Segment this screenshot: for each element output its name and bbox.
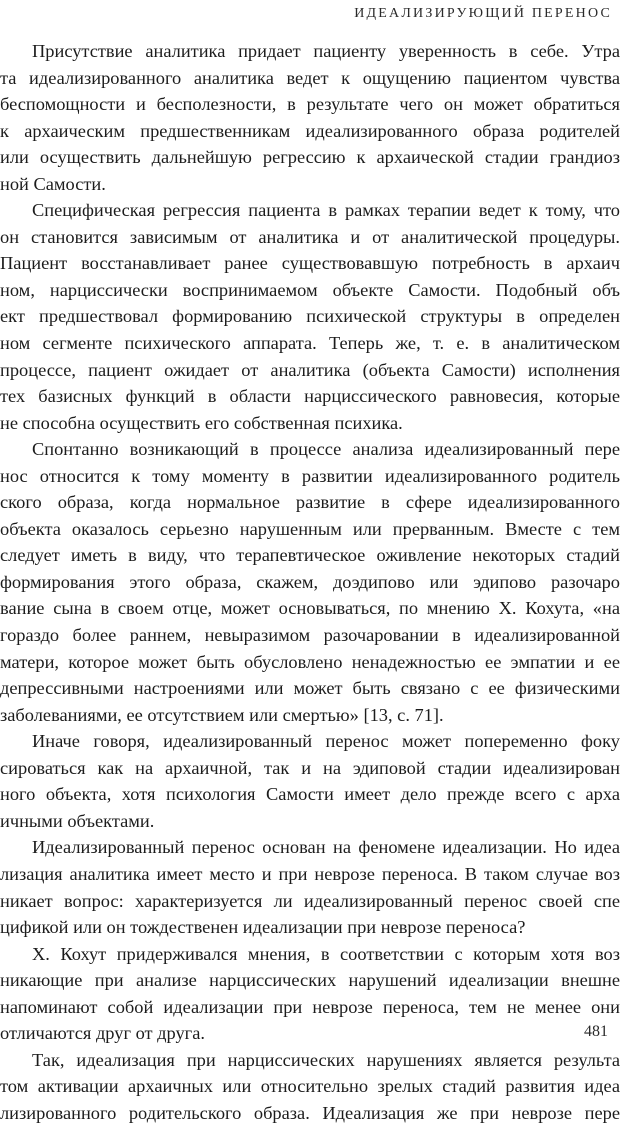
text-line: отличаются друг от друга. — [0, 1023, 205, 1044]
text-line: Идеализированный перенос основан на феномене идеализации. Но идеа — [32, 837, 620, 858]
page-number: 481 — [584, 1023, 608, 1040]
text-line: ном сегменте психического аппарата. Теперь же, т. е. в аналитическом — [0, 333, 620, 354]
text-line: сироваться как на архаичной, так и на эдиповой стадии идеализирован — [0, 757, 620, 778]
text-line: матери, которое может быть обусловлено ненадежностью ее эмпатии и ее — [0, 651, 620, 672]
text-line: ного объекта, хотя психология Самости имеет дело прежде всего с арха — [0, 784, 620, 805]
running-title: ИДЕАЛИЗИРУЮЩИЙ ПЕРЕНОС — [354, 6, 612, 21]
text-line: ичными объектами. — [0, 810, 155, 831]
text-line: процессе, пациент ожидает от аналитика (объекта Самости) исполнения — [0, 359, 620, 380]
text-line: Спонтанно возникающий в процессе анализа идеализированный пере — [32, 439, 620, 460]
text-line: Так, идеализация при нарциссических нарушениях является результа — [32, 1049, 620, 1070]
text-line: ского образа, когда нормальное развитие в сфере идеализированного — [0, 492, 620, 513]
text-line: ном, нарциссически воспринимаемом объекте Самости. Подобный объ — [0, 279, 620, 300]
text-line: напоминают собой идеализации при неврозе переноса, тем не менее они — [0, 996, 620, 1017]
text-line: следует иметь в виду, что терапевтическое оживление некоторых стадий — [0, 545, 620, 566]
text-line: Х. Кохут придерживался мнения, в соответствии с которым хотя воз — [32, 943, 620, 964]
text-line: он становится зависимым от аналитика и от аналитической процедуры. — [0, 226, 620, 247]
text-line: лизированного родительского образа. Идеализация же при неврозе пере — [0, 1102, 620, 1123]
body-text — [0, 38, 620, 1126]
text-line: лизация аналитика имеет место и при неврозе переноса. В таком случае воз — [0, 863, 620, 884]
text-line: гораздо более раннем, невыразимом разочаровании в идеализированной — [0, 625, 620, 646]
text-line: формирования этого образа, скажем, доэдипово или эдипово разочаро — [0, 571, 620, 592]
text-line: Специфическая регрессия пациента в рамках терапии ведет к тому, что — [32, 200, 620, 221]
text-line: тех базисных функций в области нарциссического равновесия, которые — [0, 386, 620, 407]
text-line: объекта оказалось серьезно нарушенным или прерванным. Вместе с тем — [0, 518, 620, 539]
text-line: депрессивными настроениями или может быть связано с ее физическими — [0, 678, 620, 699]
text-line: Пациент восстанавливает ранее существовавшую потребность в архаич — [0, 253, 620, 274]
text-line: вание сына в своем отце, может основываться, по мнению Х. Кохута, «на — [0, 598, 620, 619]
text-line: к архаическим предшественникам идеализированного образа родителей — [0, 120, 620, 141]
text-line: Иначе говоря, идеализированный перенос может попеременно фоку — [32, 731, 620, 752]
text-line: ект предшествовал формированию психической структуры в определен — [0, 306, 620, 327]
text-line: или осуществить дальнейшую регрессию к архаической стадии грандиоз — [0, 147, 620, 168]
text-line: заболеваниями, ее отсутствием или смертью» [13, с. 71]. — [0, 704, 444, 725]
text-line: нос относится к тому моменту в развитии идеализированного родитель — [0, 465, 620, 486]
text-line: та идеализированного аналитика ведет к ощущению пациентом чувства — [0, 67, 620, 88]
text-line: Присутствие аналитика придает пациенту уверенность в себе. Утра — [32, 41, 620, 61]
text-line: никающие при анализе нарциссических нарушений идеализации внешне — [0, 970, 620, 991]
text-line: никает вопрос: характеризуется ли идеализированный перенос своей спе — [0, 890, 620, 911]
text-line: том активации архаичных или относительно зрелых стадий развития идеа — [0, 1076, 620, 1097]
text-line: цификой или он тождественен идеализации при неврозе переноса? — [0, 917, 526, 938]
text-line: не способна осуществить его собственная психика. — [0, 412, 403, 433]
text-line: ной Самости. — [0, 173, 106, 194]
text-line: беспомощности и бесполезности, в результате чего он может обратиться — [0, 94, 620, 115]
